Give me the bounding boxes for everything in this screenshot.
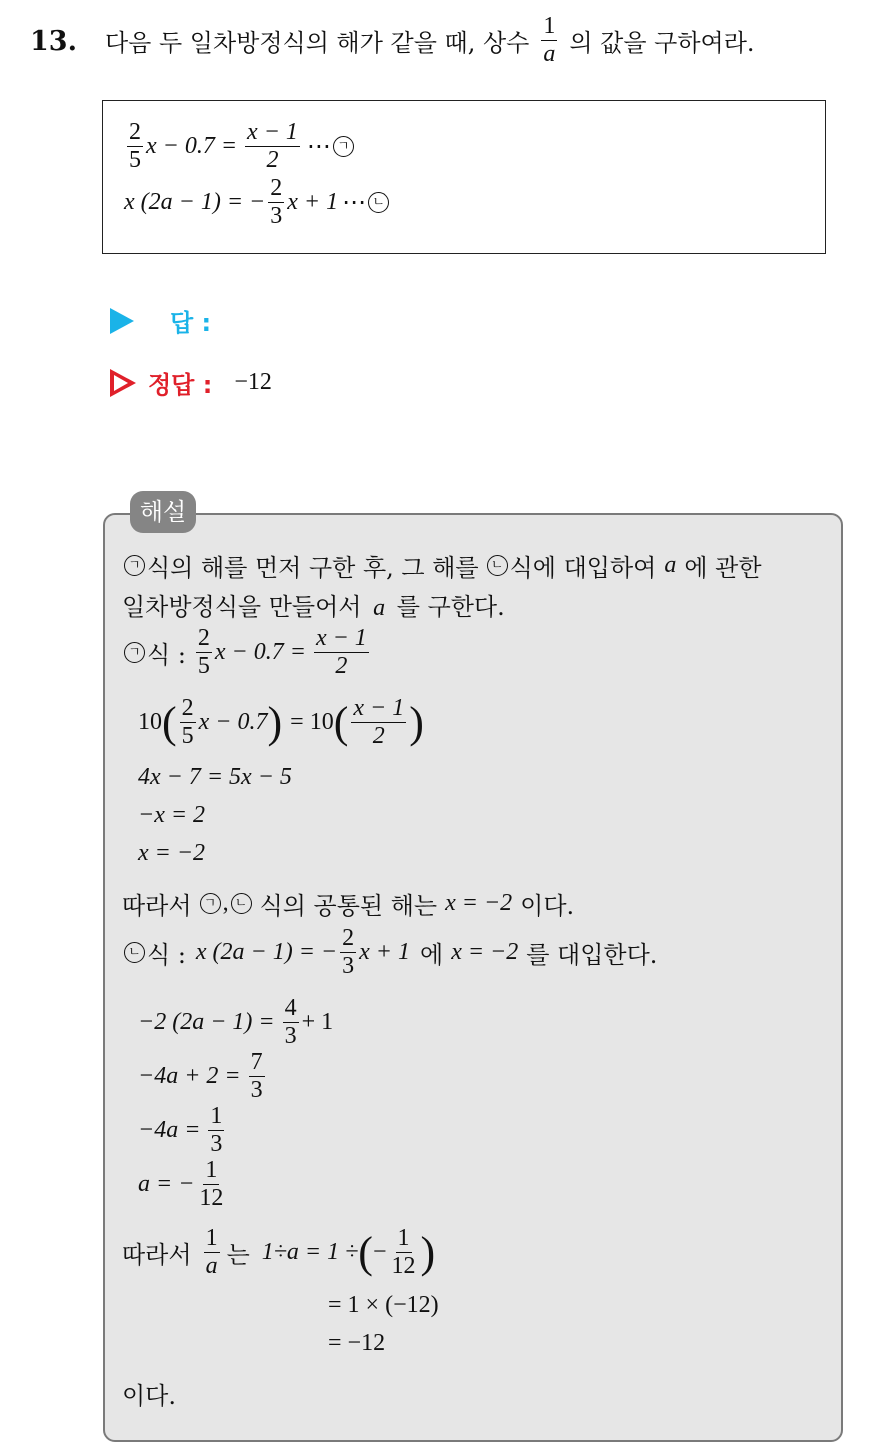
eq2-rest: x + 1 — [287, 189, 339, 216]
conclusion1-text-a: 따라서 — [122, 892, 192, 920]
intro-text-c: 에 관한 — [684, 554, 762, 582]
frac-den: 2 — [335, 653, 348, 680]
final1-minus: − — [372, 1239, 387, 1266]
step2-fraction-2 — [351, 696, 406, 749]
circled-label-1: ㄱ — [124, 642, 145, 663]
final-line-3: = −12 — [328, 1330, 386, 1356]
paren-close: ) — [409, 697, 424, 747]
conclusion-1: 따라서 ㄱ , ㄴ 식의 공통된 해는 x = −2 이다. — [122, 886, 574, 921]
equation-1 — [124, 120, 356, 173]
intro-text-b: 식에 대입하여 — [509, 554, 657, 582]
step7-fraction — [283, 996, 299, 1049]
frac-num: 1 — [396, 1226, 412, 1253]
step-9 — [138, 1104, 227, 1157]
step2-middle: x − 0.7 — [198, 709, 268, 736]
eq2-frac-den: 3 — [270, 203, 283, 230]
frac-den: 3 — [250, 1077, 263, 1104]
frac-den: 12 — [199, 1185, 224, 1212]
conclusion1-text-c: 이다. — [520, 892, 575, 920]
solution-intro-line-1 — [122, 548, 762, 583]
eq1-frac-den: 5 — [129, 147, 141, 174]
answer-label: 답 : — [170, 309, 212, 337]
step8-lhs: −4a + 2 = — [138, 1063, 241, 1090]
frac-num: 1 — [204, 1226, 220, 1253]
step6-fraction — [340, 926, 356, 979]
circled-label-2: ㄴ — [124, 942, 145, 963]
step-4: −x = 2 — [138, 802, 206, 828]
step6-lhs: x (2a − 1) = − — [195, 939, 338, 966]
step10-fraction — [197, 1158, 225, 1211]
eq1-rhs-num: x − 1 — [245, 120, 300, 147]
eq2-lhs: x (2a − 1) = − — [124, 189, 266, 216]
step6-math: x = −2 — [451, 939, 519, 966]
play-outline-icon — [110, 369, 136, 397]
frac-num: 4 — [283, 996, 299, 1023]
step-8 — [138, 1050, 268, 1103]
question-text-after: 의 값을 구하여라. — [569, 29, 755, 58]
final1-expression: 1÷a = 1 ÷ — [261, 1239, 359, 1266]
correct-answer-value: −12 — [234, 369, 272, 395]
final-line-1 — [122, 1226, 435, 1279]
frac-num: 2 — [340, 926, 356, 953]
eq1-rhs-fraction — [245, 120, 300, 173]
final1-fraction — [204, 1226, 220, 1279]
frac-den: 2 — [372, 723, 385, 750]
conclusion1-math: x = −2 — [445, 890, 513, 916]
solution-tab: 해설 — [130, 491, 196, 533]
step-3: 4x − 7 = 5x − 5 — [138, 764, 292, 790]
fraction-numerator: 1 — [541, 14, 557, 41]
frac-den: 3 — [210, 1131, 223, 1158]
intro-text-d: 일차방정식을 만들어서 — [122, 593, 362, 621]
step-7 — [138, 996, 333, 1049]
solution-end: 이다. — [122, 1382, 176, 1410]
step-1 — [122, 626, 372, 679]
frac-num: x − 1 — [314, 626, 369, 653]
step-2 — [138, 696, 424, 749]
step6-label: 식 : — [147, 941, 186, 970]
circled-label-2: ㄴ — [231, 893, 252, 914]
eq2-fraction — [268, 176, 284, 229]
step1-label: 식 : — [147, 641, 186, 670]
step-10 — [138, 1158, 228, 1211]
final1-inner-fraction — [390, 1226, 418, 1279]
circled-label-2: ㄴ — [368, 192, 389, 213]
question-fraction — [541, 14, 557, 67]
equation-2 — [124, 176, 391, 229]
frac-den: 3 — [284, 1023, 297, 1050]
eq2-dots: ⋯ — [342, 190, 367, 217]
frac-den: a — [205, 1253, 218, 1280]
eq1-middle: x − 0.7 = — [146, 133, 238, 160]
intro-var: a — [664, 552, 677, 578]
step1-middle: x − 0.7 = — [214, 639, 306, 666]
paren-open: ( — [162, 697, 177, 747]
final1-text-a: 따라서 — [122, 1241, 192, 1270]
step1-fraction-1 — [196, 626, 212, 679]
final-line-2: = 1 × (−12) — [328, 1292, 439, 1318]
eq2-frac-num: 2 — [268, 176, 284, 203]
circled-label-1: ㄱ — [333, 136, 354, 157]
step9-fraction — [208, 1104, 224, 1157]
circled-label-2: ㄴ — [487, 555, 508, 576]
step2-fraction-1 — [180, 696, 196, 749]
paren-open: ( — [333, 697, 349, 747]
final1-text-b: 는 — [226, 1241, 250, 1270]
step2-ten: 10 — [138, 709, 162, 736]
step-5: x = −2 — [138, 840, 206, 866]
intro-var-2: a — [373, 595, 386, 621]
eq1-rhs-den: 2 — [266, 147, 279, 174]
step8-fraction — [249, 1050, 265, 1103]
question-number: 13. — [30, 26, 77, 57]
frac-num: 1 — [208, 1104, 224, 1131]
eq1-fraction — [127, 120, 143, 173]
step-6 — [122, 926, 657, 979]
paren-close: ) — [420, 1227, 436, 1277]
frac-num: x − 1 — [351, 696, 406, 723]
step6-text-b: 에 — [420, 941, 444, 970]
step10-lhs: a = − — [138, 1171, 195, 1198]
frac-den: 12 — [391, 1253, 416, 1280]
question-text — [105, 14, 755, 67]
eq1-frac-num: 2 — [127, 120, 143, 147]
paren-close: ) — [267, 697, 283, 747]
frac-den: 5 — [197, 653, 210, 680]
step7-lhs: −2 (2a − 1) = — [138, 1009, 275, 1036]
answer-row — [110, 303, 225, 338]
intro-text-a: 식의 해를 먼저 구한 후, 그 해를 — [147, 554, 479, 582]
frac-den: 5 — [181, 723, 194, 750]
step1-fraction-2 — [314, 626, 369, 679]
eq1-dots: ⋯ — [306, 134, 331, 161]
conclusion1-text-b: 식의 공통된 해는 — [259, 892, 438, 920]
circled-label-1: ㄱ — [200, 893, 221, 914]
paren-open: ( — [358, 1227, 373, 1277]
circled-label-1: ㄱ — [124, 555, 145, 576]
frac-den: 3 — [342, 953, 355, 980]
question-text-before: 다음 두 일차방정식의 해가 같을 때, 상수 — [105, 29, 530, 58]
step6-rest: x + 1 — [359, 939, 410, 966]
step6-text-c: 를 대입한다. — [526, 941, 658, 970]
frac-num: 1 — [203, 1158, 219, 1185]
frac-num: 2 — [196, 626, 212, 653]
correct-answer-row — [110, 365, 272, 400]
correct-answer-label: 정답 : — [148, 371, 213, 399]
intro-text-e: 를 구한다. — [396, 593, 505, 621]
step7-rest: + 1 — [301, 1009, 334, 1036]
frac-num: 2 — [180, 696, 196, 723]
step2-equals: = 10 — [290, 709, 334, 736]
step9-lhs: −4a = — [138, 1117, 201, 1144]
fraction-denominator: a — [543, 41, 556, 68]
frac-num: 7 — [249, 1050, 265, 1077]
play-filled-icon — [110, 308, 134, 334]
solution-intro-line-2 — [122, 587, 505, 622]
